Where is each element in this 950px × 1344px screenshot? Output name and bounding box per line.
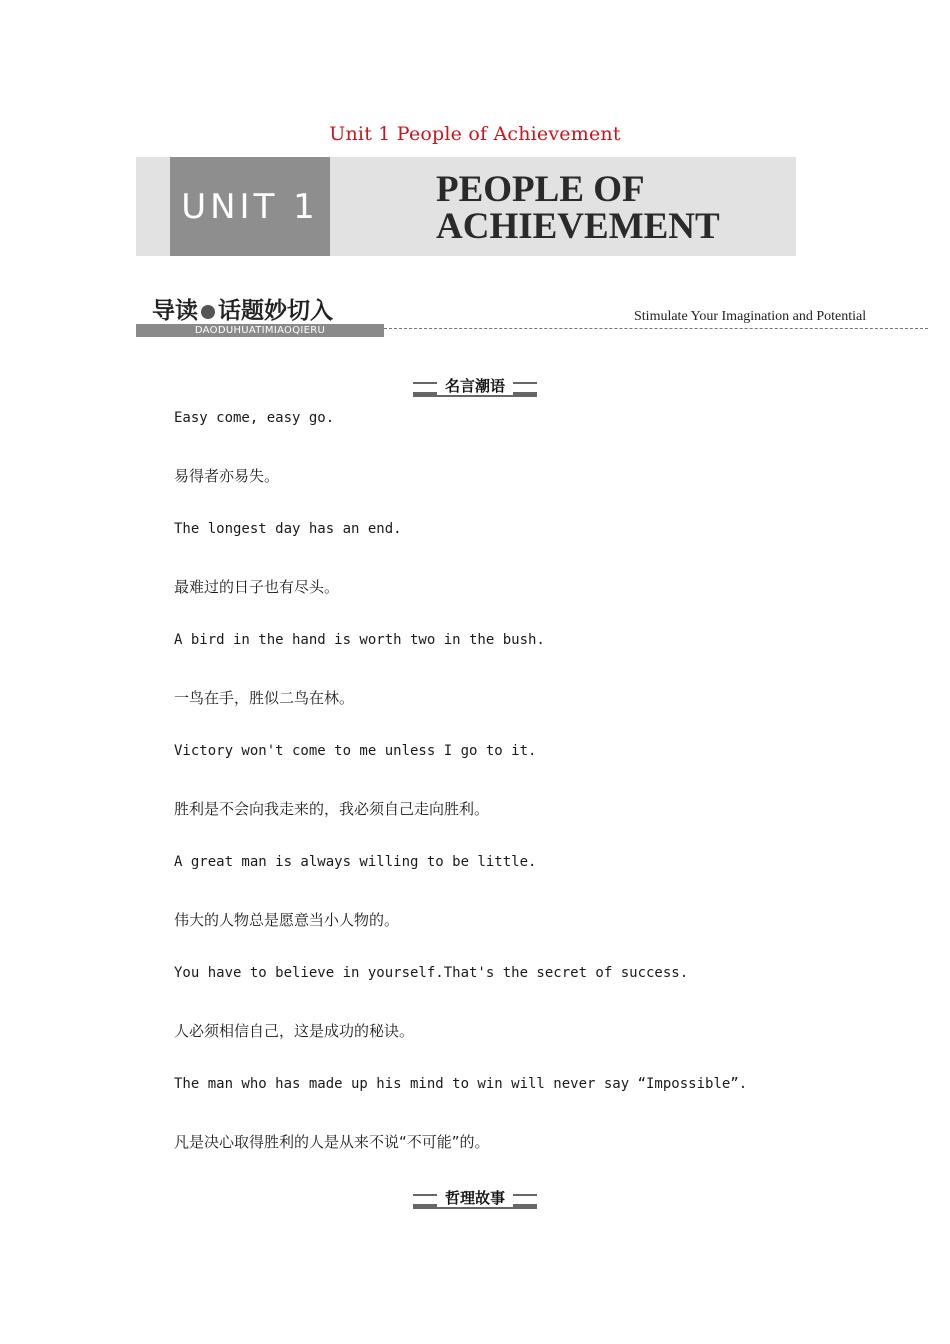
- unit-heading: [436, 171, 720, 245]
- quotes-section-label: [0, 378, 950, 398]
- guide-title-left: 导读: [152, 298, 198, 324]
- quote-en: Victory won't come to me unless I go to it.: [174, 743, 537, 759]
- quote-en: You have to believe in yourself.That's the secret of success.: [174, 965, 689, 981]
- stories-label-text: 哲理故事: [437, 1187, 513, 1207]
- quote-zh: 胜利是不会向我走来的，我必须自己走向胜利。: [174, 800, 490, 818]
- unit-heading-line1: PEOPLE OF: [436, 169, 645, 210]
- guide-title-right: 话题妙切入: [218, 298, 333, 324]
- guide-title: [152, 292, 333, 325]
- unit-banner: [136, 157, 796, 256]
- guide-subtitle: Stimulate Your Imagination and Potential: [634, 309, 867, 324]
- quote-en: The man who has made up his mind to win will never say “Impossible”.: [174, 1076, 748, 1092]
- unit-heading-line2: ACHIEVEMENT: [436, 206, 720, 247]
- stories-section-label: [0, 1190, 950, 1210]
- quote-zh: 最难过的日子也有尽头。: [174, 578, 340, 596]
- quotes-label-text: 名言潮语: [437, 375, 513, 395]
- guide-pinyin: DAODUHUATIMIAOQIERU: [136, 324, 384, 337]
- quote-en: A great man is always willing to be little.: [174, 854, 537, 870]
- dashed-divider: [384, 328, 928, 329]
- quote-zh: 伟大的人物总是愿意当小人物的。: [174, 911, 400, 929]
- quote-en: Easy come, easy go.: [174, 410, 335, 426]
- quote-zh: 人必须相信自己，这是成功的秘诀。: [174, 1022, 415, 1040]
- quote-zh: 一鸟在手，胜似二鸟在林。: [174, 689, 355, 707]
- document-title: Unit 1 People of Achievement: [329, 123, 621, 145]
- quote-zh: 易得者亦易失。: [174, 467, 280, 485]
- quote-en: The longest day has an end.: [174, 521, 402, 537]
- unit-label: UNIT 1: [170, 157, 330, 256]
- bullet-icon: [201, 305, 215, 319]
- quote-en: A bird in the hand is worth two in the bush.: [174, 632, 545, 648]
- quote-zh: 凡是决心取得胜利的人是从来不说“不可能”的。: [174, 1133, 490, 1151]
